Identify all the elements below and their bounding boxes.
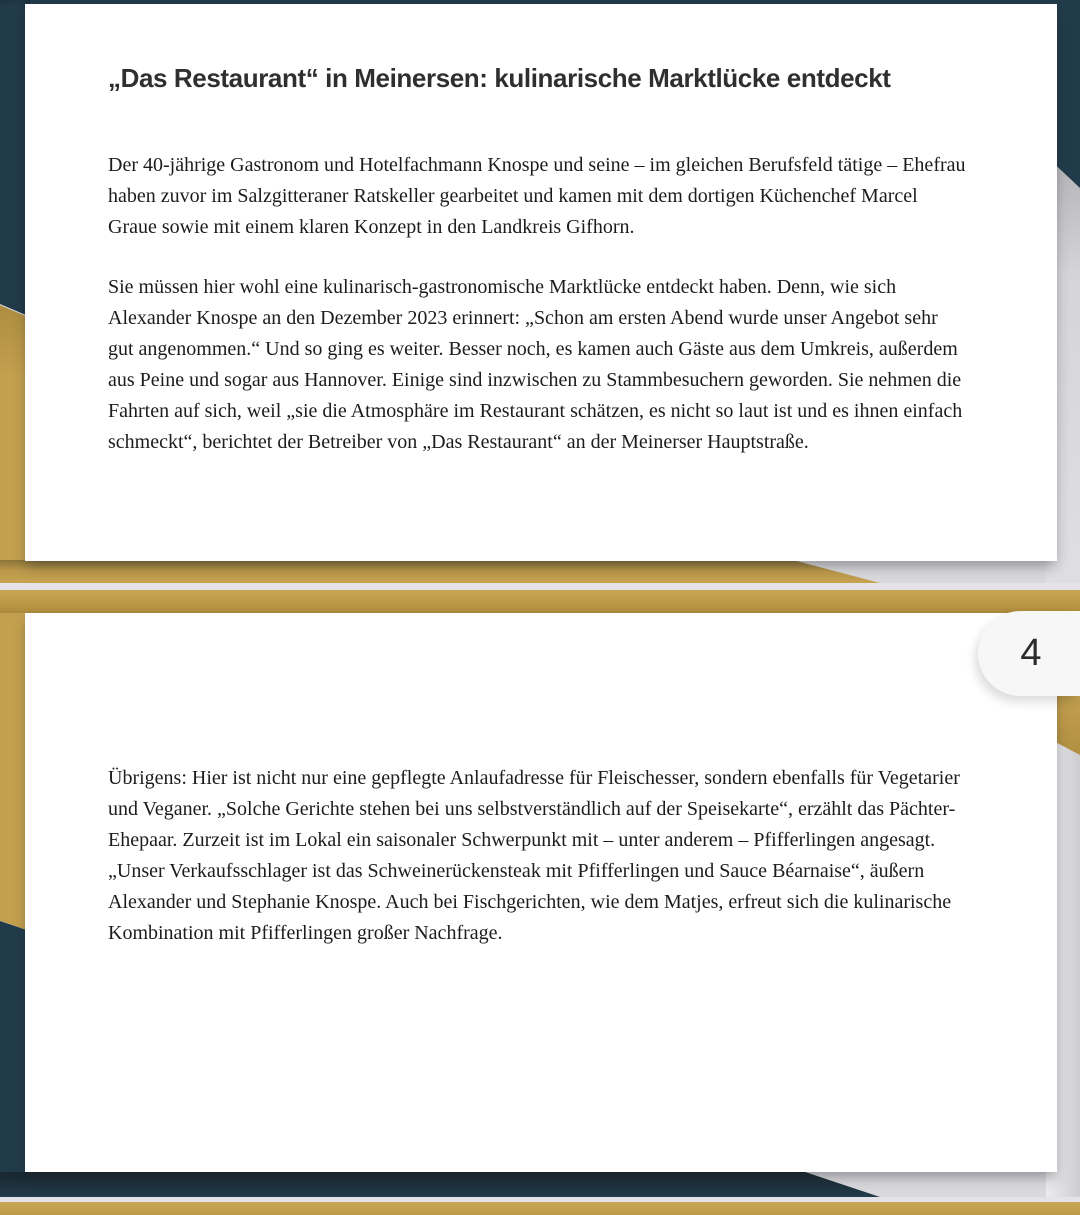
page-number-label: 4 [1020, 632, 1042, 674]
article-paragraph-2: Sie müssen hier wohl eine kulinarisch-gastronomische Marktlücke entdeckt haben. Denn, wie sich Alexander Knospe an den Dezember 2023 erinnert: „Schon am ersten Abend wurde unser Angebot sehr gut angenommen.“ Und so ging es weiter. Besser noch, es kamen auch Gäste aus dem Umkreis, außerdem aus Peine und sogar aus Hannover. Einige sind inzwischen zu Stammbesuchern geworden. Sie nehmen die Fahrten auf sich, weil „sie die Atmosphäre im Restaurant schätzen, es nicht so laut ist und es ihnen einfach schmeckt“, berichtet der Betreiber von „Das Restaurant“ an der Meinerser Hauptstraße. [108, 276, 963, 453]
bg-page-gap-divider [0, 583, 1080, 590]
article-paragraph-1: Der 40-jährige Gastronom und Hotelfachmann Knospe und seine – im gleichen Berufsfeld tätige – Ehefrau haben zuvor im Salzgitteraner Ratskeller gearbeitet und kamen mit dem dortigen Küchenchef Marcel Graue sowie mit einem klaren Konzept in den Landkreis Gifhorn. [108, 154, 966, 238]
bg-gold-band-upper [0, 560, 880, 583]
page-1-content [25, 62, 1057, 458]
article-title: „Das Restaurant“ in Meinersen: kulinarische Marktlücke entdeckt [108, 63, 891, 93]
article-paragraph-3: Übrigens: Hier ist nicht nur eine gepflegte Anlaufadresse für Fleischesser, sondern ebenfalls für Vegetarier und Veganer. „Solche Gerichte stehen bei uns selbstverständlich auf der Speisekarte“, erzählt das Pächter-Ehepaar. Zurzeit ist im Lokal ein saisonaler Schwerpunkt mit – unter anderem – Pfifferlingen angesagt. „Unser Verkaufsschlager ist das Schweinerückensteak mit Pfifferlingen und Sauce Béarnaise“, äußern Alexander und Stephanie Knospe. Auch bei Fischgerichten, wie dem Matjes, erfreut sich die kulinarische Kombination mit Pfifferlingen großer Nachfrage. [108, 767, 960, 944]
page-1 [25, 4, 1057, 561]
page-2-content [25, 763, 1057, 949]
bg-navy-bottom-band [0, 1172, 880, 1197]
page-number-badge [978, 611, 1080, 696]
bg-gold-band-lower [0, 590, 1080, 613]
page-2 [25, 613, 1057, 1172]
bg-gold-bottom-band [0, 1202, 1080, 1215]
